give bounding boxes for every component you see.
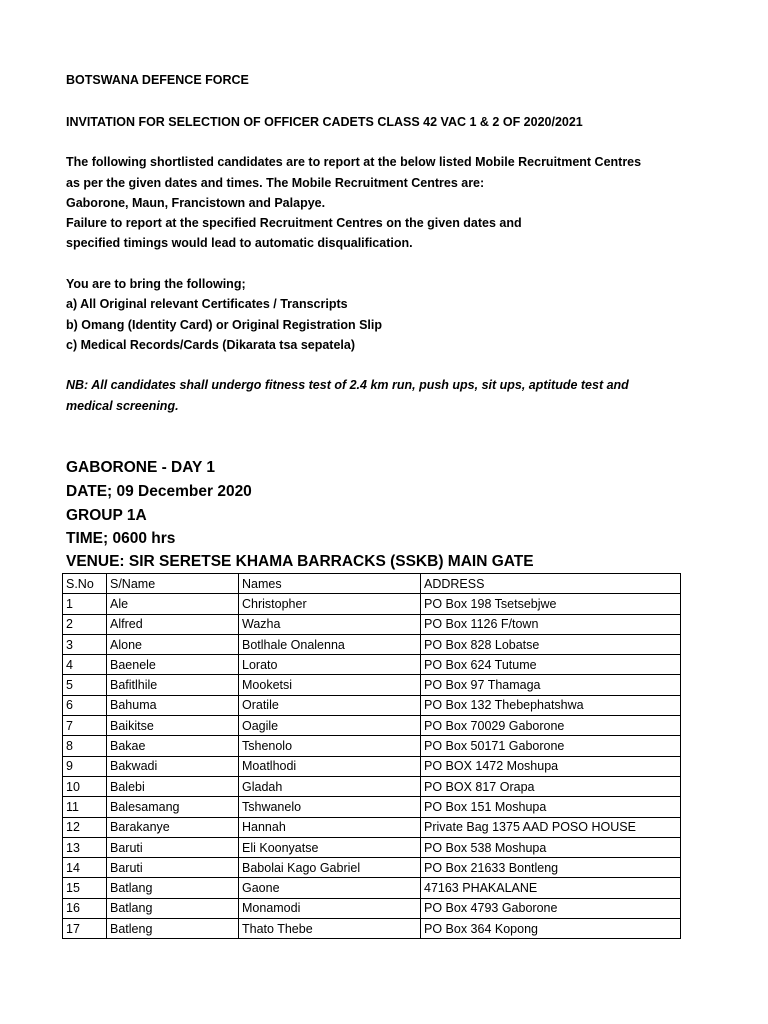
cell-sno: 8: [63, 736, 107, 756]
session-venue: VENUE: SIR SERETSE KHAMA BARRACKS (SSKB) MAIN GATE: [66, 553, 534, 570]
header-names: Names: [239, 574, 421, 594]
cell-surname: Baenele: [107, 655, 239, 675]
cell-sno: 1: [63, 594, 107, 614]
table-row: [63, 675, 681, 695]
cell-address: PO Box 21633 Bontleng: [421, 858, 681, 878]
intro-line-5: specified timings would lead to automatic disqualification.: [66, 236, 413, 250]
table-row: [63, 756, 681, 776]
cell-sno: 16: [63, 898, 107, 918]
cell-address: PO Box 828 Lobatse: [421, 634, 681, 654]
cell-surname: Bahuma: [107, 695, 239, 715]
cell-address: PO Box 50171 Gaborone: [421, 736, 681, 756]
table-row: [63, 797, 681, 817]
cell-address: PO BOX 817 Orapa: [421, 776, 681, 796]
session-group: GROUP 1A: [66, 507, 147, 524]
cell-address: PO Box 1126 F/town: [421, 614, 681, 634]
cell-surname: Baikitse: [107, 716, 239, 736]
cell-surname: Balesamang: [107, 797, 239, 817]
cell-address: PO Box 538 Moshupa: [421, 837, 681, 857]
cell-address: PO Box 70029 Gaborone: [421, 716, 681, 736]
cell-names: Oratile: [239, 695, 421, 715]
table-header-row: [63, 574, 681, 594]
cell-sno: 5: [63, 675, 107, 695]
note-line-1: NB: All candidates shall undergo fitness test of 2.4 km run, push ups, sit ups, aptitude test and: [66, 378, 629, 392]
cell-address: PO Box 624 Tutume: [421, 655, 681, 675]
table-row: [63, 655, 681, 675]
table-row: [63, 898, 681, 918]
org-name: BOTSWANA DEFENCE FORCE: [66, 73, 249, 87]
cell-address: PO Box 151 Moshupa: [421, 797, 681, 817]
cell-surname: Bakwadi: [107, 756, 239, 776]
session-time: TIME; 0600 hrs: [66, 530, 176, 547]
cell-surname: Baruti: [107, 858, 239, 878]
cell-names: Gaone: [239, 878, 421, 898]
cell-address: PO Box 4793 Gaborone: [421, 898, 681, 918]
table-row: [63, 919, 681, 939]
header-address: ADDRESS: [421, 574, 681, 594]
table-row: [63, 837, 681, 857]
bring-heading: You are to bring the following;: [66, 277, 246, 291]
cell-sno: 4: [63, 655, 107, 675]
cell-address: PO Box 364 Kopong: [421, 919, 681, 939]
cell-sno: 3: [63, 634, 107, 654]
header-sno: S.No: [63, 574, 107, 594]
document-title: INVITATION FOR SELECTION OF OFFICER CADETS CLASS 42 VAC 1 & 2 OF 2020/2021: [66, 115, 583, 129]
cell-names: Tshwanelo: [239, 797, 421, 817]
session-date: DATE; 09 December 2020: [66, 483, 252, 500]
cell-surname: Bakae: [107, 736, 239, 756]
table-row: [63, 878, 681, 898]
cell-sno: 9: [63, 756, 107, 776]
cell-address: PO Box 97 Thamaga: [421, 675, 681, 695]
bring-item-c: c) Medical Records/Cards (Dikarata tsa sepatela): [66, 338, 356, 352]
table-row: [63, 594, 681, 614]
cell-sno: 12: [63, 817, 107, 837]
table-body: [63, 594, 681, 939]
intro-line-4: Failure to report at the specified Recruitment Centres on the given dates and: [66, 216, 522, 230]
cell-sno: 15: [63, 878, 107, 898]
cell-surname: Batlang: [107, 898, 239, 918]
table-row: [63, 695, 681, 715]
intro-line-2: as per the given dates and times. The Mobile Recruitment Centres are:: [66, 176, 485, 190]
cell-address: PO Box 132 Thebephatshwa: [421, 695, 681, 715]
cell-names: Eli Koonyatse: [239, 837, 421, 857]
cell-surname: Balebi: [107, 776, 239, 796]
session-place: GABORONE - DAY 1: [66, 459, 216, 476]
cell-sno: 13: [63, 837, 107, 857]
cell-sno: 11: [63, 797, 107, 817]
cell-surname: Batleng: [107, 919, 239, 939]
intro-line-3: Gaborone, Maun, Francistown and Palapye.: [66, 196, 326, 210]
cell-names: Oagile: [239, 716, 421, 736]
cell-names: Gladah: [239, 776, 421, 796]
cell-surname: Ale: [107, 594, 239, 614]
cell-names: Christopher: [239, 594, 421, 614]
table-row: [63, 736, 681, 756]
cell-names: Botlhale Onalenna: [239, 634, 421, 654]
cell-sno: 6: [63, 695, 107, 715]
bring-item-a: a) All Original relevant Certificates / Transcripts: [66, 297, 348, 311]
cell-sno: 14: [63, 858, 107, 878]
cell-names: Hannah: [239, 817, 421, 837]
cell-address: 47163 PHAKALANE: [421, 878, 681, 898]
cell-names: Lorato: [239, 655, 421, 675]
cell-sno: 7: [63, 716, 107, 736]
cell-sno: 2: [63, 614, 107, 634]
table-row: [63, 614, 681, 634]
cell-names: Tshenolo: [239, 736, 421, 756]
note-line-2: medical screening.: [66, 399, 179, 413]
cell-surname: Baruti: [107, 837, 239, 857]
table-row: [63, 634, 681, 654]
cell-names: Moatlhodi: [239, 756, 421, 776]
intro-line-1: The following shortlisted candidates are to report at the below listed Mobile Recruitment Centres: [66, 155, 642, 169]
cell-names: Wazha: [239, 614, 421, 634]
cell-address: Private Bag 1375 AAD POSO HOUSE: [421, 817, 681, 837]
table-row: [63, 776, 681, 796]
cell-address: PO BOX 1472 Moshupa: [421, 756, 681, 776]
cell-names: Mooketsi: [239, 675, 421, 695]
table-row: [63, 858, 681, 878]
cell-sno: 17: [63, 919, 107, 939]
cell-surname: Batlang: [107, 878, 239, 898]
cell-surname: Alfred: [107, 614, 239, 634]
cell-address: PO Box 198 Tsetsebjwe: [421, 594, 681, 614]
bring-item-b: b) Omang (Identity Card) or Original Registration Slip: [66, 318, 382, 332]
header-surname: S/Name: [107, 574, 239, 594]
table-row: [63, 716, 681, 736]
cell-names: Babolai Kago Gabriel: [239, 858, 421, 878]
cell-names: Thato Thebe: [239, 919, 421, 939]
cell-surname: Barakanye: [107, 817, 239, 837]
table-row: [63, 817, 681, 837]
candidates-table: [62, 573, 681, 939]
cell-names: Monamodi: [239, 898, 421, 918]
cell-surname: Alone: [107, 634, 239, 654]
cell-sno: 10: [63, 776, 107, 796]
cell-surname: Bafitlhile: [107, 675, 239, 695]
